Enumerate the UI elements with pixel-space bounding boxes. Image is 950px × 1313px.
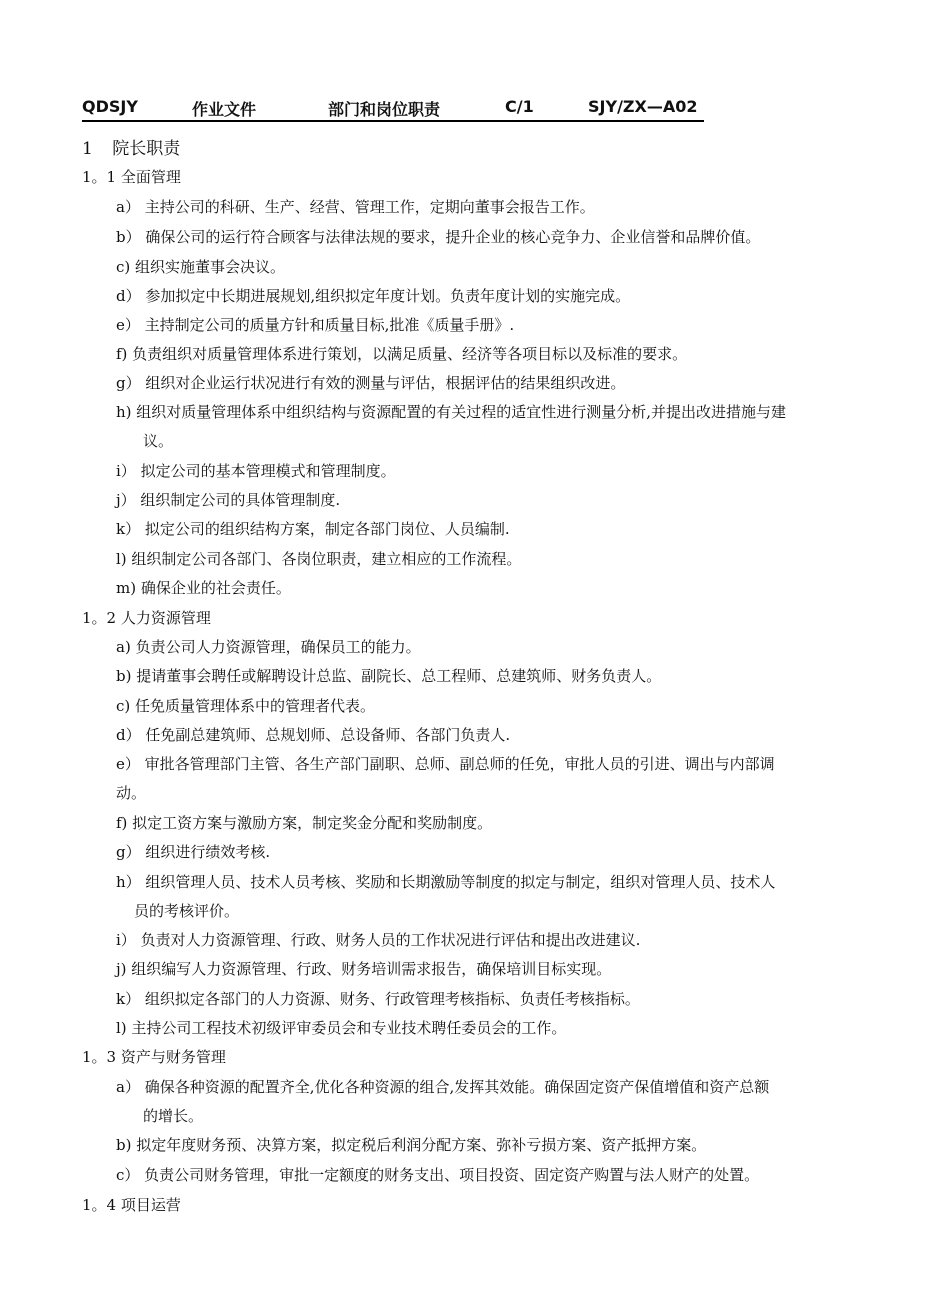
chapter-title: 院长职责 — [112, 139, 181, 159]
list-item: k） 拟定公司的组织结构方案，制定各部门岗位、人员编制. — [116, 520, 510, 538]
section-heading: 1。3 资产与财务管理 — [82, 1048, 226, 1066]
list-item-continuation: 的增长。 — [143, 1107, 204, 1125]
list-item: c) 任免质量管理体系中的管理者代表。 — [116, 697, 376, 715]
section-heading: 1。4 项目运营 — [82, 1196, 181, 1214]
chapter-number: 1 — [82, 139, 93, 159]
list-item: h) 组织对质量管理体系中组织结构与资源配置的有关过程的适宜性进行测量分析,并提出改进措施与建 — [116, 403, 787, 421]
list-item: c） 负责公司财务管理，审批一定额度的财务支出、项目投资、固定资产购置与法人财产的处置。 — [116, 1166, 760, 1184]
list-item: b) 拟定年度财务预、决算方案，拟定税后利润分配方案、弥补亏损方案、资产抵押方案。 — [116, 1136, 707, 1154]
list-item: i） 拟定公司的基本管理模式和管理制度。 — [116, 462, 396, 480]
list-item: j） 组织制定公司的具体管理制度. — [116, 491, 341, 509]
list-item: k） 组织拟定各部门的人力资源、财务、行政管理考核指标、负责任考核指标。 — [116, 990, 640, 1008]
list-item: f) 负责组织对质量管理体系进行策划，以满足质量、经济等各项目标以及标准的要求。 — [116, 345, 688, 363]
list-item: a） 主持公司的科研、生产、经营、管理工作，定期向董事会报告工作。 — [116, 198, 595, 216]
list-item-continuation: 员的考核评价。 — [134, 902, 240, 920]
list-item: a) 负责公司人力资源管理，确保员工的能力。 — [116, 638, 421, 656]
list-item: d） 参加拟定中长期进展规划,组织拟定年度计划。负责年度计划的实施完成。 — [116, 287, 631, 305]
section-heading: 1。2 人力资源管理 — [82, 609, 211, 627]
list-item: m) 确保企业的社会责任。 — [116, 579, 291, 597]
header-code: SJY/ZX—A02 — [588, 97, 698, 116]
document-header — [82, 96, 704, 122]
list-item: c) 组织实施董事会决议。 — [116, 258, 286, 276]
list-item: i） 负责对人力资源管理、行政、财务人员的工作状况进行评估和提出改进建议. — [116, 931, 641, 949]
header-title: 部门和岗位职责 — [328, 100, 441, 119]
list-item: a） 确保各种资源的配置齐全,优化各种资源的组合,发挥其效能。确保固定资产保值增值和资产总额 — [116, 1078, 770, 1096]
list-item: d） 任免副总建筑师、总规划师、总设备师、各部门负责人. — [116, 726, 511, 744]
header-doc-type: 作业文件 — [192, 100, 257, 119]
list-item: b） 确保公司的运行符合顾客与法律法规的要求，提升企业的核心竞争力、企业信誉和品牌价值。 — [116, 228, 761, 246]
header-version: C/1 — [505, 97, 534, 116]
list-item: l) 组织制定公司各部门、各岗位职责，建立相应的工作流程。 — [116, 550, 522, 568]
list-item: f) 拟定工资方案与激励方案，制定奖金分配和奖励制度。 — [116, 814, 493, 832]
list-item: e） 主持制定公司的质量方针和质量目标,批准《质量手册》. — [116, 316, 515, 334]
section-heading: 1。1 全面管理 — [82, 168, 181, 186]
chapter-heading — [82, 134, 180, 159]
list-item: e） 审批各管理部门主管、各生产部门副职、总师、副总师的任免，审批人员的引进、调出与内部调 — [116, 755, 775, 773]
list-item: g） 组织进行绩效考核. — [116, 843, 271, 861]
list-item: b) 提请董事会聘任或解聘设计总监、副院长、总工程师、总建筑师、财务负责人。 — [116, 667, 662, 685]
list-item: j) 组织编写人力资源管理、行政、财务培训需求报告，确保培训目标实现。 — [116, 960, 612, 978]
list-item: g） 组织对企业运行状况进行有效的测量与评估，根据评估的结果组织改进。 — [116, 374, 626, 392]
list-item-continuation: 议。 — [143, 432, 174, 450]
header-org: QDSJY — [82, 97, 138, 116]
list-item: l) 主持公司工程技术初级评审委员会和专业技术聘任委员会的工作。 — [116, 1019, 567, 1037]
list-item: h） 组织管理人员、技术人员考核、奖励和长期激励等制度的拟定与制定，组织对管理人员、技术人 — [116, 873, 776, 891]
list-item-continuation: 动。 — [116, 784, 147, 802]
